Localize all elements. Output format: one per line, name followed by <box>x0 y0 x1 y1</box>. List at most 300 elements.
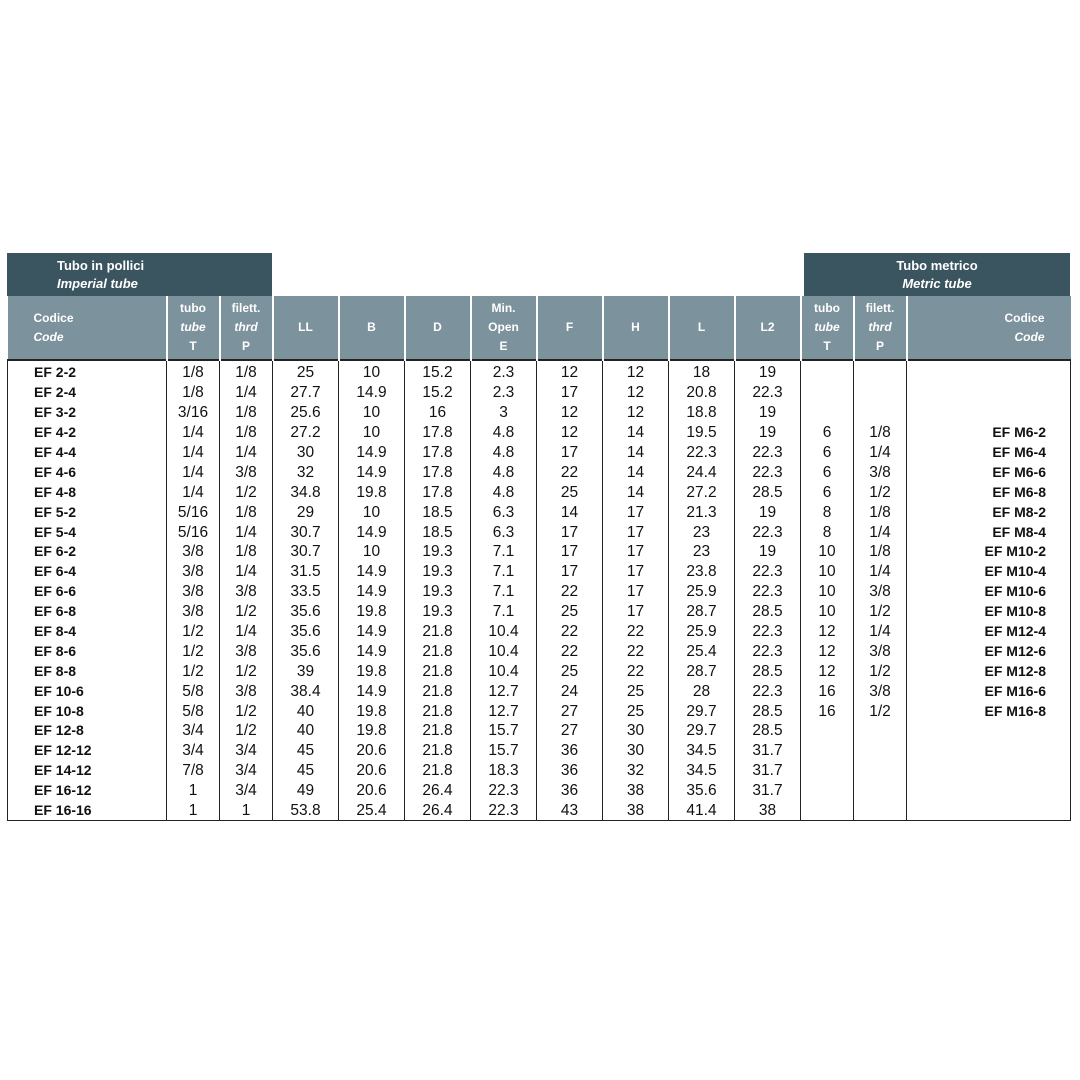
cell-h: 14 <box>603 462 669 482</box>
cell-b: 10 <box>339 502 405 522</box>
cell-f: 43 <box>537 801 603 821</box>
cell-metric-thread <box>854 761 907 781</box>
cell-metric-thread <box>854 721 907 741</box>
cell-d: 21.8 <box>405 721 471 741</box>
header-text: thrd <box>234 320 258 334</box>
cell-ll: 40 <box>273 701 339 721</box>
cell-h: 25 <box>603 701 669 721</box>
cell-tube: 1/8 <box>167 383 220 403</box>
cell-min-open-e: 15.7 <box>471 721 537 741</box>
cell-l: 34.5 <box>669 741 735 761</box>
cell-ll: 27.7 <box>273 383 339 403</box>
cell-tube: 5/8 <box>167 681 220 701</box>
cell-thread: 1/2 <box>220 721 273 741</box>
cell-h: 22 <box>603 641 669 661</box>
cell-l2: 19 <box>735 502 801 522</box>
column-header-b <box>339 296 405 360</box>
cell-f: 12 <box>537 423 603 443</box>
column-header-l <box>669 296 735 360</box>
cell-d: 21.8 <box>405 701 471 721</box>
cell-metric-thread: 1/2 <box>854 661 907 681</box>
cell-d: 21.8 <box>405 661 471 681</box>
cell-f: 27 <box>537 721 603 741</box>
cell-metric-code: EF M10-4 <box>907 562 1071 582</box>
imperial-tube-group-header <box>7 253 272 296</box>
cell-min-open-e: 7.1 <box>471 602 537 622</box>
cell-ll: 27.2 <box>273 423 339 443</box>
cell-h: 22 <box>603 622 669 642</box>
cell-metric-tube: 12 <box>801 641 854 661</box>
cell-min-open-e: 2.3 <box>471 360 537 383</box>
table-row <box>8 701 1071 721</box>
cell-tube: 3/4 <box>167 721 220 741</box>
table-row <box>8 741 1071 761</box>
cell-d: 21.8 <box>405 761 471 781</box>
cell-metric-tube: 6 <box>801 423 854 443</box>
cell-thread: 3/8 <box>220 462 273 482</box>
cell-tube: 1 <box>167 801 220 821</box>
cell-tube: 5/8 <box>167 701 220 721</box>
cell-b: 20.6 <box>339 741 405 761</box>
column-header-l2 <box>735 296 801 360</box>
column-header-h <box>603 296 669 360</box>
cell-metric-thread <box>854 360 907 383</box>
cell-h: 17 <box>603 562 669 582</box>
cell-tube: 5/16 <box>167 522 220 542</box>
cell-code: EF 4-8 <box>8 482 167 502</box>
column-header-metric-tube <box>801 296 854 360</box>
cell-metric-code: EF M6-4 <box>907 443 1071 463</box>
cell-metric-code <box>907 741 1071 761</box>
cell-l: 28 <box>669 681 735 701</box>
cell-thread: 1/4 <box>220 383 273 403</box>
cell-ll: 31.5 <box>273 562 339 582</box>
cell-ll: 35.6 <box>273 622 339 642</box>
cell-l: 23 <box>669 522 735 542</box>
cell-b: 20.6 <box>339 761 405 781</box>
cell-min-open-e: 12.7 <box>471 701 537 721</box>
cell-tube: 3/16 <box>167 403 220 423</box>
cell-b: 10 <box>339 403 405 423</box>
cell-f: 17 <box>537 443 603 463</box>
cell-h: 14 <box>603 482 669 502</box>
cell-metric-tube: 8 <box>801 522 854 542</box>
table-row <box>8 641 1071 661</box>
cell-code: EF 4-6 <box>8 462 167 482</box>
table-body <box>8 360 1071 821</box>
cell-metric-tube <box>801 801 854 821</box>
table-row <box>8 661 1071 681</box>
header-text: T <box>189 339 197 353</box>
cell-min-open-e: 18.3 <box>471 761 537 781</box>
imperial-header-italian: Tubo in pollici <box>57 257 145 273</box>
cell-b: 19.8 <box>339 721 405 741</box>
header-text: Code <box>33 329 64 344</box>
cell-code: EF 4-2 <box>8 423 167 443</box>
cell-b: 14.9 <box>339 681 405 701</box>
column-header-f <box>537 296 603 360</box>
cell-f: 27 <box>537 701 603 721</box>
cell-metric-tube: 16 <box>801 681 854 701</box>
header-text: Codice <box>33 310 74 325</box>
cell-h: 17 <box>603 602 669 622</box>
cell-code: EF 10-8 <box>8 701 167 721</box>
cell-b: 14.9 <box>339 462 405 482</box>
cell-h: 14 <box>603 423 669 443</box>
header-text: Codice <box>1004 310 1045 325</box>
header-text: LL <box>298 320 313 334</box>
cell-metric-code <box>907 360 1071 383</box>
cell-metric-thread: 1/8 <box>854 542 907 562</box>
cell-metric-code: EF M8-4 <box>907 522 1071 542</box>
cell-b: 19.8 <box>339 701 405 721</box>
cell-metric-tube: 12 <box>801 622 854 642</box>
cell-ll: 34.8 <box>273 482 339 502</box>
cell-code: EF 8-4 <box>8 622 167 642</box>
cell-l2: 28.5 <box>735 482 801 502</box>
cell-metric-code <box>907 781 1071 801</box>
cell-thread: 3/8 <box>220 582 273 602</box>
cell-thread: 1/2 <box>220 661 273 681</box>
cell-metric-thread <box>854 741 907 761</box>
cell-min-open-e: 15.7 <box>471 741 537 761</box>
cell-d: 21.8 <box>405 622 471 642</box>
cell-metric-code: EF M6-6 <box>907 462 1071 482</box>
cell-l2: 22.3 <box>735 641 801 661</box>
cell-f: 36 <box>537 741 603 761</box>
cell-tube: 1/2 <box>167 661 220 681</box>
header-text: L2 <box>760 320 775 334</box>
cell-l: 27.2 <box>669 482 735 502</box>
cell-metric-thread: 3/8 <box>854 641 907 661</box>
cell-metric-thread: 1/4 <box>854 562 907 582</box>
cell-b: 10 <box>339 360 405 383</box>
table-row <box>8 582 1071 602</box>
cell-b: 14.9 <box>339 522 405 542</box>
column-header-tube <box>167 296 220 360</box>
cell-code: EF 6-4 <box>8 562 167 582</box>
cell-metric-code <box>907 403 1071 423</box>
cell-ll: 30.7 <box>273 522 339 542</box>
cell-min-open-e: 6.3 <box>471 522 537 542</box>
cell-code: EF 16-12 <box>8 781 167 801</box>
cell-code: EF 4-4 <box>8 443 167 463</box>
table-row <box>8 781 1071 801</box>
cell-h: 30 <box>603 741 669 761</box>
cell-min-open-e: 7.1 <box>471 542 537 562</box>
cell-metric-code: EF M6-2 <box>907 423 1071 443</box>
table-row <box>8 522 1071 542</box>
cell-l: 35.6 <box>669 781 735 801</box>
cell-l2: 38 <box>735 801 801 821</box>
cell-metric-thread: 3/8 <box>854 582 907 602</box>
cell-ll: 38.4 <box>273 681 339 701</box>
cell-thread: 3/8 <box>220 681 273 701</box>
cell-b: 25.4 <box>339 801 405 821</box>
cell-f: 17 <box>537 562 603 582</box>
cell-ll: 45 <box>273 761 339 781</box>
header-text: P <box>241 339 250 353</box>
cell-tube: 1 <box>167 781 220 801</box>
column-header-d <box>405 296 471 360</box>
table-row <box>8 403 1071 423</box>
table-row <box>8 462 1071 482</box>
cell-metric-thread: 1/4 <box>854 622 907 642</box>
cell-metric-tube <box>801 721 854 741</box>
cell-b: 20.6 <box>339 781 405 801</box>
cell-b: 14.9 <box>339 582 405 602</box>
cell-h: 25 <box>603 681 669 701</box>
cell-b: 14.9 <box>339 622 405 642</box>
cell-metric-thread: 3/8 <box>854 462 907 482</box>
cell-tube: 1/8 <box>167 360 220 383</box>
cell-metric-tube: 6 <box>801 482 854 502</box>
cell-code: EF 12-12 <box>8 741 167 761</box>
cell-b: 19.8 <box>339 482 405 502</box>
column-header-code <box>8 296 167 360</box>
cell-l2: 28.5 <box>735 661 801 681</box>
cell-ll: 35.6 <box>273 641 339 661</box>
metric-tube-group-header <box>804 253 1070 296</box>
cell-h: 12 <box>603 360 669 383</box>
cell-thread: 1/8 <box>220 423 273 443</box>
cell-l2: 19 <box>735 360 801 383</box>
cell-l: 34.5 <box>669 761 735 781</box>
cell-metric-tube: 12 <box>801 661 854 681</box>
cell-h: 22 <box>603 661 669 681</box>
cell-tube: 1/4 <box>167 443 220 463</box>
cell-d: 17.8 <box>405 462 471 482</box>
cell-code: EF 10-6 <box>8 681 167 701</box>
cell-l: 28.7 <box>669 661 735 681</box>
header-text: filett. <box>865 301 895 315</box>
metric-header-italian: Tubo metrico <box>896 257 978 273</box>
cell-f: 24 <box>537 681 603 701</box>
header-text: tubo <box>180 301 206 315</box>
cell-thread: 1 <box>220 801 273 821</box>
cell-l2: 28.5 <box>735 721 801 741</box>
cell-tube: 1/2 <box>167 641 220 661</box>
header-text: T <box>823 339 831 353</box>
cell-l: 25.9 <box>669 582 735 602</box>
cell-d: 26.4 <box>405 781 471 801</box>
cell-l2: 19 <box>735 403 801 423</box>
cell-min-open-e: 10.4 <box>471 622 537 642</box>
cell-l2: 22.3 <box>735 522 801 542</box>
cell-f: 36 <box>537 761 603 781</box>
header-text: Min. <box>491 301 516 315</box>
cell-l2: 22.3 <box>735 681 801 701</box>
cell-min-open-e: 22.3 <box>471 801 537 821</box>
cell-thread: 1/2 <box>220 482 273 502</box>
cell-h: 32 <box>603 761 669 781</box>
cell-code: EF 6-8 <box>8 602 167 622</box>
cell-l: 19.5 <box>669 423 735 443</box>
table-row <box>8 502 1071 522</box>
cell-metric-thread: 1/2 <box>854 482 907 502</box>
cell-code: EF 8-6 <box>8 641 167 661</box>
imperial-header-english: Imperial tube <box>57 275 138 291</box>
cell-l2: 22.3 <box>735 582 801 602</box>
cell-thread: 1/8 <box>220 360 273 383</box>
cell-metric-code: EF M6-8 <box>907 482 1071 502</box>
cell-b: 14.9 <box>339 641 405 661</box>
cell-l2: 28.5 <box>735 602 801 622</box>
cell-f: 17 <box>537 383 603 403</box>
table-row <box>8 383 1071 403</box>
cell-f: 14 <box>537 502 603 522</box>
cell-d: 18.5 <box>405 502 471 522</box>
cell-tube: 3/8 <box>167 562 220 582</box>
cell-code: EF 6-2 <box>8 542 167 562</box>
cell-h: 14 <box>603 443 669 463</box>
cell-metric-tube: 6 <box>801 462 854 482</box>
cell-metric-thread: 3/8 <box>854 681 907 701</box>
cell-l: 23 <box>669 542 735 562</box>
cell-min-open-e: 7.1 <box>471 582 537 602</box>
cell-l: 18 <box>669 360 735 383</box>
cell-h: 17 <box>603 522 669 542</box>
cell-metric-thread <box>854 781 907 801</box>
cell-code: EF 16-16 <box>8 801 167 821</box>
cell-h: 17 <box>603 502 669 522</box>
cell-tube: 7/8 <box>167 761 220 781</box>
cell-l: 20.8 <box>669 383 735 403</box>
cell-min-open-e: 6.3 <box>471 502 537 522</box>
cell-metric-thread: 1/4 <box>854 443 907 463</box>
cell-h: 38 <box>603 801 669 821</box>
cell-l2: 22.3 <box>735 622 801 642</box>
table-row <box>8 721 1071 741</box>
header-text: tubo <box>814 301 840 315</box>
cell-b: 14.9 <box>339 562 405 582</box>
cell-metric-thread: 1/2 <box>854 602 907 622</box>
cell-tube: 1/4 <box>167 482 220 502</box>
cell-l2: 22.3 <box>735 383 801 403</box>
cell-f: 12 <box>537 360 603 383</box>
cell-metric-code: EF M16-6 <box>907 681 1071 701</box>
cell-l2: 22.3 <box>735 443 801 463</box>
cell-metric-tube: 6 <box>801 443 854 463</box>
cell-metric-tube <box>801 360 854 383</box>
cell-thread: 3/4 <box>220 781 273 801</box>
cell-ll: 40 <box>273 721 339 741</box>
cell-l2: 19 <box>735 542 801 562</box>
cell-metric-tube: 10 <box>801 562 854 582</box>
cell-tube: 1/4 <box>167 462 220 482</box>
table-row <box>8 423 1071 443</box>
cell-f: 17 <box>537 522 603 542</box>
table-row <box>8 622 1071 642</box>
cell-d: 15.2 <box>405 383 471 403</box>
cell-l: 28.7 <box>669 602 735 622</box>
cell-f: 22 <box>537 622 603 642</box>
cell-min-open-e: 4.8 <box>471 482 537 502</box>
cell-tube: 3/8 <box>167 582 220 602</box>
cell-metric-code: EF M12-8 <box>907 661 1071 681</box>
cell-d: 18.5 <box>405 522 471 542</box>
cell-b: 14.9 <box>339 443 405 463</box>
cell-thread: 1/8 <box>220 403 273 423</box>
cell-tube: 3/8 <box>167 542 220 562</box>
cell-metric-code <box>907 721 1071 741</box>
cell-l2: 31.7 <box>735 781 801 801</box>
cell-min-open-e: 4.8 <box>471 462 537 482</box>
cell-metric-code: EF M12-6 <box>907 641 1071 661</box>
cell-f: 25 <box>537 661 603 681</box>
cell-thread: 1/4 <box>220 522 273 542</box>
cell-min-open-e: 2.3 <box>471 383 537 403</box>
cell-code: EF 8-8 <box>8 661 167 681</box>
cell-h: 38 <box>603 781 669 801</box>
header-text: F <box>565 320 574 334</box>
cell-f: 25 <box>537 482 603 502</box>
cell-min-open-e: 22.3 <box>471 781 537 801</box>
cell-ll: 35.6 <box>273 602 339 622</box>
header-text: B <box>367 320 376 334</box>
cell-metric-tube <box>801 741 854 761</box>
cell-ll: 32 <box>273 462 339 482</box>
cell-l: 21.3 <box>669 502 735 522</box>
cell-metric-code: EF M10-8 <box>907 602 1071 622</box>
cell-code: EF 6-6 <box>8 582 167 602</box>
header-text: filett. <box>231 301 261 315</box>
cell-ll: 49 <box>273 781 339 801</box>
cell-d: 19.3 <box>405 542 471 562</box>
header-text: Open <box>488 320 519 334</box>
table-row <box>8 602 1071 622</box>
table-row <box>8 801 1071 821</box>
cell-thread: 1/2 <box>220 602 273 622</box>
cell-h: 12 <box>603 403 669 423</box>
cell-f: 25 <box>537 602 603 622</box>
cell-l2: 22.3 <box>735 562 801 582</box>
cell-d: 17.8 <box>405 443 471 463</box>
cell-d: 21.8 <box>405 741 471 761</box>
cell-tube: 3/8 <box>167 602 220 622</box>
cell-l: 29.7 <box>669 701 735 721</box>
cell-metric-thread: 1/2 <box>854 701 907 721</box>
table-row <box>8 482 1071 502</box>
cell-h: 17 <box>603 542 669 562</box>
cell-metric-code: EF M10-2 <box>907 542 1071 562</box>
cell-f: 36 <box>537 781 603 801</box>
cell-d: 21.8 <box>405 641 471 661</box>
header-text: H <box>631 320 640 334</box>
cell-thread: 1/2 <box>220 701 273 721</box>
cell-d: 17.8 <box>405 423 471 443</box>
cell-l: 22.3 <box>669 443 735 463</box>
cell-h: 30 <box>603 721 669 741</box>
column-header-metric-thread <box>854 296 907 360</box>
cell-l: 24.4 <box>669 462 735 482</box>
table-row <box>8 443 1071 463</box>
cell-ll: 25 <box>273 360 339 383</box>
cell-thread: 1/4 <box>220 622 273 642</box>
cell-f: 22 <box>537 462 603 482</box>
header-text: tube <box>180 320 206 334</box>
cell-ll: 25.6 <box>273 403 339 423</box>
cell-l: 25.4 <box>669 641 735 661</box>
column-header-ll <box>273 296 339 360</box>
cell-metric-tube <box>801 781 854 801</box>
cell-b: 14.9 <box>339 383 405 403</box>
cell-ll: 30 <box>273 443 339 463</box>
table-row <box>8 562 1071 582</box>
cell-d: 17.8 <box>405 482 471 502</box>
cell-l2: 22.3 <box>735 462 801 482</box>
cell-d: 19.3 <box>405 562 471 582</box>
